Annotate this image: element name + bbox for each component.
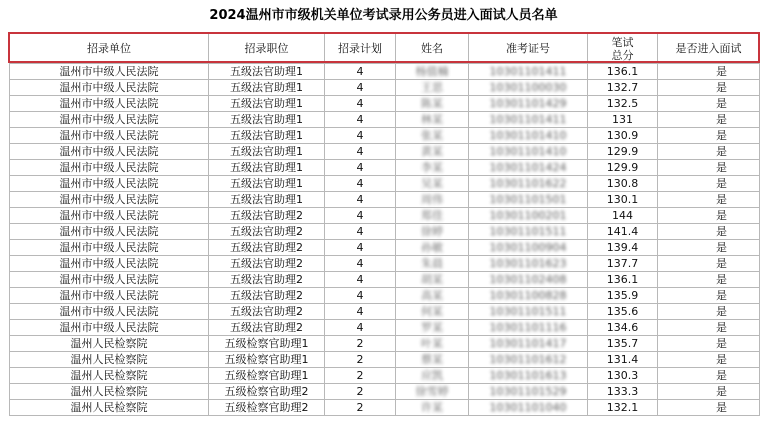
cell-quota: 4 <box>325 192 396 208</box>
table-body <box>10 64 760 416</box>
cell-ticket <box>469 272 588 288</box>
cell-name <box>396 128 469 144</box>
cell-score: 131.4 <box>588 352 658 368</box>
cell-unit: 温州市中级人民法院 <box>10 144 209 160</box>
cell-advance: 是 <box>658 64 760 80</box>
cell-unit: 温州人民检察院 <box>10 368 209 384</box>
cell-ticket-text: 10301100201 <box>489 209 567 222</box>
cell-advance: 是 <box>658 304 760 320</box>
cell-position: 五级法官助理2 <box>209 224 325 240</box>
cell-ticket-text: 10301101511 <box>489 305 567 318</box>
cell-score: 135.9 <box>588 288 658 304</box>
cell-advance: 是 <box>658 80 760 96</box>
cell-ticket <box>469 304 588 320</box>
cell-unit: 温州人民检察院 <box>10 400 209 416</box>
cell-name-text: 王思 <box>421 81 443 94</box>
cell-quota: 4 <box>325 160 396 176</box>
cell-ticket-text: 10301101529 <box>489 385 567 398</box>
candidate-table <box>9 33 760 416</box>
cell-score: 130.3 <box>588 368 658 384</box>
table-row <box>10 304 760 320</box>
header-score-line2: 总分 <box>611 48 634 62</box>
cell-name <box>396 192 469 208</box>
cell-name <box>396 400 469 416</box>
table-row <box>10 224 760 240</box>
table-row <box>10 256 760 272</box>
cell-score: 137.7 <box>588 256 658 272</box>
cell-advance: 是 <box>658 112 760 128</box>
cell-name-text: 陈某 <box>421 97 443 110</box>
cell-ticket <box>469 256 588 272</box>
cell-score: 130.1 <box>588 192 658 208</box>
cell-ticket <box>469 336 588 352</box>
cell-ticket <box>469 224 588 240</box>
header-unit: 招录单位 <box>10 34 209 64</box>
cell-quota: 4 <box>325 144 396 160</box>
cell-position: 五级法官助理1 <box>209 128 325 144</box>
cell-name-text: 郑佳 <box>421 209 443 222</box>
cell-ticket-text: 10301101511 <box>489 225 567 238</box>
cell-position: 五级法官助理1 <box>209 80 325 96</box>
cell-name <box>396 336 469 352</box>
cell-advance: 是 <box>658 352 760 368</box>
cell-ticket <box>469 80 588 96</box>
cell-name <box>396 96 469 112</box>
cell-quota: 4 <box>325 320 396 336</box>
cell-position: 五级法官助理2 <box>209 208 325 224</box>
cell-quota: 4 <box>325 240 396 256</box>
cell-score: 141.4 <box>588 224 658 240</box>
cell-name-text: 许某 <box>421 401 443 414</box>
table-header-row <box>10 34 760 64</box>
cell-ticket <box>469 160 588 176</box>
cell-position: 五级检察官助理1 <box>209 336 325 352</box>
cell-name-text: 叶某 <box>421 337 443 350</box>
cell-ticket <box>469 288 588 304</box>
cell-advance: 是 <box>658 384 760 400</box>
cell-score: 129.9 <box>588 144 658 160</box>
cell-unit: 温州市中级人民法院 <box>10 128 209 144</box>
cell-unit: 温州市中级人民法院 <box>10 224 209 240</box>
table-row <box>10 80 760 96</box>
table-row <box>10 112 760 128</box>
cell-name <box>396 384 469 400</box>
cell-position: 五级法官助理2 <box>209 256 325 272</box>
cell-unit: 温州市中级人民法院 <box>10 272 209 288</box>
cell-quota: 4 <box>325 80 396 96</box>
cell-position: 五级法官助理1 <box>209 64 325 80</box>
cell-ticket-text: 10301101411 <box>489 65 567 78</box>
cell-position: 五级法官助理1 <box>209 112 325 128</box>
table-row <box>10 208 760 224</box>
cell-name-text: 林某 <box>421 113 443 126</box>
cell-unit: 温州市中级人民法院 <box>10 208 209 224</box>
cell-position: 五级检察官助理1 <box>209 352 325 368</box>
cell-ticket-text: 10301100828 <box>489 289 567 302</box>
cell-position: 五级法官助理1 <box>209 192 325 208</box>
cell-unit: 温州市中级人民法院 <box>10 192 209 208</box>
cell-name-text: 周伟 <box>421 193 443 206</box>
table-row <box>10 400 760 416</box>
cell-ticket <box>469 368 588 384</box>
cell-score: 133.3 <box>588 384 658 400</box>
cell-ticket-text: 10301101501 <box>489 193 567 206</box>
cell-advance: 是 <box>658 208 760 224</box>
table-row <box>10 64 760 80</box>
cell-ticket <box>469 240 588 256</box>
cell-ticket <box>469 96 588 112</box>
cell-ticket-text: 10301101410 <box>489 129 567 142</box>
cell-position: 五级法官助理2 <box>209 240 325 256</box>
cell-name <box>396 160 469 176</box>
table-row <box>10 272 760 288</box>
cell-quota: 4 <box>325 96 396 112</box>
cell-unit: 温州市中级人民法院 <box>10 64 209 80</box>
cell-score: 135.7 <box>588 336 658 352</box>
cell-ticket-text: 10301101417 <box>489 337 567 350</box>
cell-unit: 温州市中级人民法院 <box>10 288 209 304</box>
table-row <box>10 144 760 160</box>
cell-score: 130.8 <box>588 176 658 192</box>
cell-unit: 温州市中级人民法院 <box>10 160 209 176</box>
cell-name-text: 张某 <box>421 129 443 142</box>
cell-quota: 4 <box>325 128 396 144</box>
cell-name-text: 徐雪婷 <box>415 385 449 398</box>
cell-quota: 4 <box>325 112 396 128</box>
cell-score: 132.7 <box>588 80 658 96</box>
cell-name <box>396 224 469 240</box>
cell-score: 136.1 <box>588 272 658 288</box>
cell-ticket <box>469 320 588 336</box>
cell-advance: 是 <box>658 224 760 240</box>
cell-name <box>396 320 469 336</box>
table-row <box>10 336 760 352</box>
cell-advance: 是 <box>658 128 760 144</box>
cell-ticket-text: 10301101040 <box>489 401 567 414</box>
cell-advance: 是 <box>658 256 760 272</box>
cell-name-text: 高某 <box>421 289 443 302</box>
cell-name <box>396 304 469 320</box>
cell-ticket <box>469 208 588 224</box>
cell-quota: 2 <box>325 336 396 352</box>
cell-quota: 2 <box>325 368 396 384</box>
cell-quota: 2 <box>325 352 396 368</box>
cell-advance: 是 <box>658 336 760 352</box>
cell-advance: 是 <box>658 368 760 384</box>
cell-unit: 温州市中级人民法院 <box>10 240 209 256</box>
cell-position: 五级法官助理2 <box>209 288 325 304</box>
cell-ticket <box>469 64 588 80</box>
cell-position: 五级法官助理1 <box>209 144 325 160</box>
cell-advance: 是 <box>658 176 760 192</box>
cell-ticket-text: 10301101612 <box>489 353 567 366</box>
cell-position: 五级检察官助理2 <box>209 400 325 416</box>
cell-ticket-text: 10301101623 <box>489 257 567 270</box>
cell-quota: 4 <box>325 288 396 304</box>
cell-ticket-text: 10301102408 <box>489 273 567 286</box>
cell-ticket-text: 10301101622 <box>489 177 567 190</box>
cell-position: 五级法官助理2 <box>209 304 325 320</box>
cell-ticket <box>469 176 588 192</box>
cell-name-text: 吴某 <box>421 177 443 190</box>
cell-quota: 2 <box>325 384 396 400</box>
cell-quota: 4 <box>325 224 396 240</box>
cell-ticket <box>469 128 588 144</box>
cell-unit: 温州市中级人民法院 <box>10 112 209 128</box>
cell-ticket <box>469 192 588 208</box>
cell-name-text: 徐婷 <box>421 225 443 238</box>
cell-score: 134.6 <box>588 320 658 336</box>
cell-advance: 是 <box>658 400 760 416</box>
cell-advance: 是 <box>658 272 760 288</box>
cell-advance: 是 <box>658 144 760 160</box>
cell-name <box>396 64 469 80</box>
table-row <box>10 160 760 176</box>
cell-quota: 4 <box>325 304 396 320</box>
cell-name-text: 朱晨 <box>421 257 443 270</box>
cell-name-text: 李某 <box>421 161 443 174</box>
cell-advance: 是 <box>658 96 760 112</box>
cell-name <box>396 208 469 224</box>
cell-unit: 温州人民检察院 <box>10 352 209 368</box>
cell-position: 五级法官助理1 <box>209 160 325 176</box>
cell-unit: 温州人民检察院 <box>10 384 209 400</box>
cell-score: 132.1 <box>588 400 658 416</box>
cell-score: 144 <box>588 208 658 224</box>
cell-name <box>396 144 469 160</box>
header-ticket: 准考证号 <box>469 34 588 64</box>
cell-position: 五级检察官助理2 <box>209 384 325 400</box>
cell-name <box>396 256 469 272</box>
cell-name-text: 孙敏 <box>421 241 443 254</box>
cell-name-text: 罗某 <box>421 321 443 334</box>
cell-unit: 温州市中级人民法院 <box>10 176 209 192</box>
cell-unit: 温州市中级人民法院 <box>10 304 209 320</box>
cell-position: 五级法官助理2 <box>209 272 325 288</box>
cell-advance: 是 <box>658 320 760 336</box>
table-row <box>10 384 760 400</box>
header-name: 姓名 <box>396 34 469 64</box>
cell-ticket-text: 10301101613 <box>489 369 567 382</box>
cell-name-text: 应凯 <box>421 369 443 382</box>
header-position: 招录职位 <box>209 34 325 64</box>
header-score <box>588 34 658 64</box>
cell-name <box>396 80 469 96</box>
cell-quota: 4 <box>325 208 396 224</box>
table-row <box>10 96 760 112</box>
cell-unit: 温州市中级人民法院 <box>10 96 209 112</box>
cell-ticket-text: 10301101411 <box>489 113 567 126</box>
cell-quota: 4 <box>325 64 396 80</box>
cell-name <box>396 368 469 384</box>
header-score-line1: 笔试 <box>611 35 634 49</box>
cell-ticket <box>469 144 588 160</box>
table-row <box>10 240 760 256</box>
cell-score: 135.6 <box>588 304 658 320</box>
cell-name-text: 黄某 <box>421 145 443 158</box>
table-row <box>10 368 760 384</box>
table-row <box>10 288 760 304</box>
cell-advance: 是 <box>658 240 760 256</box>
cell-score: 132.5 <box>588 96 658 112</box>
header-quota: 招录计划 <box>325 34 396 64</box>
cell-name-text: 胡某 <box>421 273 443 286</box>
document-title: 2024温州市市级机关单位考试录用公务员进入面试人员名单 <box>209 8 558 23</box>
cell-quota: 2 <box>325 400 396 416</box>
cell-name <box>396 352 469 368</box>
cell-name <box>396 112 469 128</box>
table-row <box>10 320 760 336</box>
cell-ticket <box>469 384 588 400</box>
cell-unit: 温州市中级人民法院 <box>10 80 209 96</box>
cell-name <box>396 176 469 192</box>
cell-position: 五级法官助理2 <box>209 320 325 336</box>
cell-name <box>396 240 469 256</box>
cell-ticket-text: 10301100030 <box>489 81 567 94</box>
cell-score: 130.9 <box>588 128 658 144</box>
cell-ticket <box>469 112 588 128</box>
cell-advance: 是 <box>658 160 760 176</box>
cell-position: 五级检察官助理1 <box>209 368 325 384</box>
cell-score: 136.1 <box>588 64 658 80</box>
cell-advance: 是 <box>658 288 760 304</box>
cell-ticket-text: 10301101116 <box>489 321 567 334</box>
cell-ticket-text: 10301101429 <box>489 97 567 110</box>
cell-position: 五级法官助理1 <box>209 96 325 112</box>
cell-unit: 温州市中级人民法院 <box>10 256 209 272</box>
cell-unit: 温州人民检察院 <box>10 336 209 352</box>
table-row <box>10 128 760 144</box>
cell-name-text: 蔡某 <box>421 353 443 366</box>
cell-name <box>396 272 469 288</box>
table-row <box>10 352 760 368</box>
cell-ticket <box>469 352 588 368</box>
cell-advance: 是 <box>658 192 760 208</box>
cell-score: 139.4 <box>588 240 658 256</box>
cell-quota: 4 <box>325 272 396 288</box>
cell-ticket-text: 10301101410 <box>489 145 567 158</box>
cell-quota: 4 <box>325 256 396 272</box>
cell-ticket-text: 10301100904 <box>489 241 567 254</box>
cell-position: 五级法官助理1 <box>209 176 325 192</box>
cell-quota: 4 <box>325 176 396 192</box>
cell-name <box>396 288 469 304</box>
cell-name-text: 何某 <box>421 305 443 318</box>
cell-name-text: 杨值楠 <box>415 65 449 78</box>
table-row <box>10 176 760 192</box>
cell-unit: 温州市中级人民法院 <box>10 320 209 336</box>
cell-ticket-text: 10301101424 <box>489 161 567 174</box>
table-row <box>10 192 760 208</box>
cell-ticket <box>469 400 588 416</box>
cell-score: 131 <box>588 112 658 128</box>
cell-score: 129.9 <box>588 160 658 176</box>
header-advance: 是否进入面试 <box>658 34 760 64</box>
